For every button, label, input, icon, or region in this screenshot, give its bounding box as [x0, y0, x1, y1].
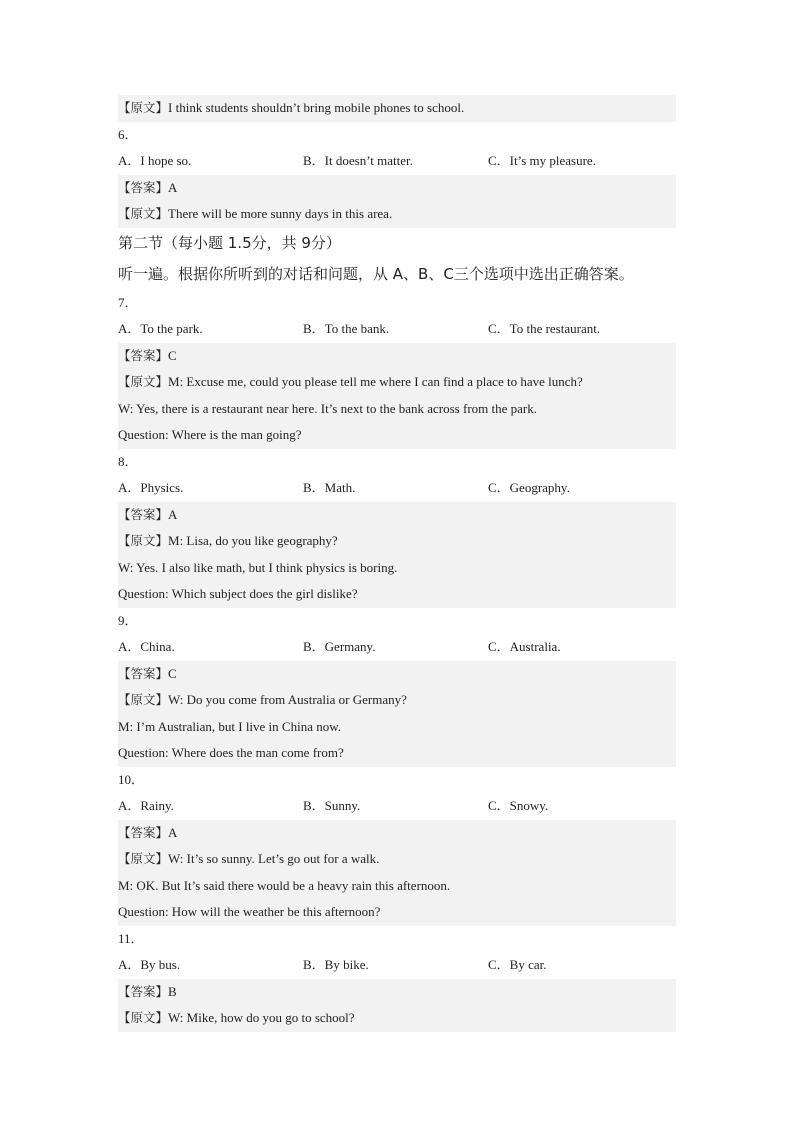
answer-line — [118, 979, 676, 1006]
line-text: M: OK. But It’s said there would be a heavy rain this afternoon. — [118, 877, 451, 893]
section-heading: 第二节（每小题 1.5分，共 9分） — [118, 233, 341, 252]
transcript-continuation — [118, 555, 676, 582]
answer-option: C．It’s my pleasure. — [488, 153, 596, 168]
line-text: W: Yes, there is a restaurant near here. It’s next to the bank across from the park. — [118, 400, 537, 416]
answer-options — [118, 793, 676, 820]
line-text: Question: How will the weather be this afternoon? — [118, 904, 381, 919]
line-text: Question: Where does the man come from? — [118, 745, 344, 760]
transcript-continuation — [118, 714, 676, 741]
answer-line — [118, 175, 676, 202]
answer-option: A．China. — [118, 639, 175, 654]
bracket-tag: 【原文】 — [118, 206, 169, 221]
bracket-tag: 【答案】 — [118, 347, 169, 363]
line-text: There will be more sunny days in this area. — [168, 206, 393, 221]
answer-option: B．To the bank. — [303, 321, 390, 336]
answer-option: A．I hope so. — [118, 153, 192, 168]
transcript-continuation — [118, 740, 676, 767]
answer-line — [118, 343, 676, 370]
bracket-tag: 【答案】 — [118, 983, 169, 999]
document-page — [118, 95, 676, 1032]
transcript-continuation — [118, 422, 676, 449]
bracket-tag: 【答案】 — [118, 665, 169, 681]
answer-option: C．Snowy. — [488, 798, 549, 813]
answer-options — [118, 952, 676, 979]
line-text: M: Lisa, do you like geography? — [168, 533, 338, 548]
answer-options — [118, 316, 676, 343]
answer-option: A．Physics. — [118, 480, 184, 495]
line-text: A — [168, 179, 178, 195]
answer-option: B．Math. — [303, 480, 356, 495]
answer-options — [118, 634, 676, 661]
bracket-tag: 【答案】 — [118, 824, 169, 840]
bracket-tag: 【原文】 — [118, 374, 169, 389]
line-text: W: Mike, how do you go to school? — [168, 1010, 355, 1025]
line-text: Question: Which subject does the girl dislike? — [118, 586, 358, 601]
question-number: 8． — [118, 453, 138, 469]
line-text: I think students shouldn’t bring mobile phones to school. — [168, 100, 465, 115]
answer-line — [118, 661, 676, 688]
question-number: 11． — [118, 930, 144, 946]
line-text: M: I’m Australian, but I live in China now. — [118, 718, 342, 734]
answer-option: C．Geography. — [488, 480, 570, 495]
line-text: W: It’s so sunny. Let’s go out for a walk. — [168, 851, 380, 866]
question-number: 7． — [118, 294, 138, 310]
line-text: M: Excuse me, could you please tell me where I can find a place to have lunch? — [168, 374, 583, 389]
bracket-tag: 【原文】 — [118, 533, 169, 548]
bracket-tag: 【答案】 — [118, 179, 169, 195]
line-text: A — [168, 824, 178, 840]
answer-option: A．Rainy. — [118, 798, 174, 813]
transcript-continuation — [118, 899, 676, 926]
transcript-line — [118, 1005, 676, 1032]
answer-option: A．By bus. — [118, 957, 181, 972]
question-number: 9． — [118, 612, 138, 628]
bracket-tag: 【原文】 — [118, 100, 169, 115]
bracket-tag: 【原文】 — [118, 851, 169, 866]
transcript-line — [118, 528, 676, 555]
transcript-continuation — [118, 396, 676, 423]
transcript-continuation — [118, 873, 676, 900]
bracket-tag: 【原文】 — [118, 1010, 169, 1025]
answer-option: C．By car. — [488, 957, 547, 972]
question-number: 6． — [118, 126, 138, 142]
bracket-tag: 【原文】 — [118, 692, 169, 707]
transcript-line — [118, 687, 676, 714]
bracket-tag: 【答案】 — [118, 506, 169, 522]
transcript-line — [118, 95, 676, 122]
answer-option: B．Sunny. — [303, 798, 361, 813]
answer-options — [118, 148, 676, 175]
answer-option: C．To the restaurant. — [488, 321, 601, 336]
line-text: A — [168, 506, 178, 522]
answer-option: C．Australia. — [488, 639, 561, 654]
section-instructions: 听一遍。根据你所听到的对话和问题，从 A、B、C三个选项中选出正确答案。 — [118, 264, 634, 283]
answer-option: B．By bike. — [303, 957, 369, 972]
answer-line — [118, 502, 676, 529]
line-text: W: Do you come from Australia or Germany? — [168, 692, 407, 707]
transcript-line — [118, 201, 676, 228]
line-text: W: Yes. I also like math, but I think physics is boring. — [118, 559, 398, 575]
line-text: Question: Where is the man going? — [118, 427, 302, 442]
answer-option: B．It doesn’t matter. — [303, 153, 413, 168]
question-number: 10． — [118, 771, 145, 787]
answer-option: B．Germany. — [303, 639, 376, 654]
transcript-line — [118, 369, 676, 396]
transcript-continuation — [118, 581, 676, 608]
answer-option: A．To the park. — [118, 321, 203, 336]
line-text: C — [168, 665, 177, 681]
transcript-line — [118, 846, 676, 873]
line-text: B — [168, 983, 177, 999]
answer-options — [118, 475, 676, 502]
answer-line — [118, 820, 676, 847]
line-text: C — [168, 347, 177, 363]
